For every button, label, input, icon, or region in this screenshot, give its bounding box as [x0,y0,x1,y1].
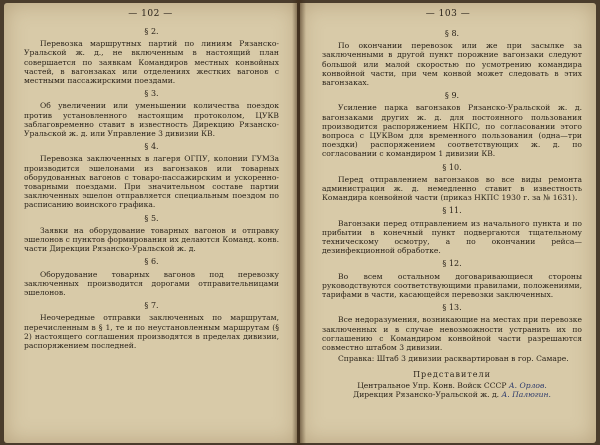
section-text: Неочередные отправки заключенных по маршрутам, перечисленным в § 1, те и по неустановленным маршрутам (§ 2) настоящего соглашения производятся в пределах дивизии, распоряжением последней. [24,313,279,351]
signature-name: А. Орлов. [508,380,547,390]
section-heading: § 4. [144,142,159,152]
signature-line [322,381,582,390]
section-text: Оборудование товарных вагонов под перевозку заключенных производится дорогами отправительницами эшелонов. [24,269,279,298]
signature-org: Дирекция Рязанско-Уральской ж. д. [353,389,500,399]
signature-name: А. Палюгин. [501,389,551,399]
section-heading: § 5. [144,213,159,223]
section-heading: § 2. [144,27,159,36]
left-page [4,3,297,443]
section-heading: § 3. [144,89,159,99]
signature-line [322,390,582,399]
section-heading: § 13. [442,303,462,313]
signature-org: Центральное Упр. Конв. Войск СССР [357,380,507,390]
section-text: Во всем остальном договаривающиеся стороны руководствуются соответствующими правилами, положениями, тарифами в части, касающейся перевозки заключенных. [322,271,582,300]
section-text: По окончании перевозок или же при засылке за заключенными в другой пункт порожние вагонзаки следуют большой или малой скоростью по усмотрению командира конвойной части, при чем конвой может следовать в этих вагонзаках. [322,41,582,88]
right-page-content [322,25,582,399]
reference-note: Справка: Штаб 3 дивизии расквартирован в гор. Самаре. [338,354,569,364]
section-heading: § 11. [442,206,462,216]
section-text: Заявки на оборудование товарных вагонов и отправку эшелонов с пунктов формирования их делаются Команд. конв. части Дирекции Рязанско-Уральской ж. д. [24,225,279,254]
section-text: Перевозка маршрутных партий по линиям Рязанско-Уральской ж. д., не включенным в настоящий план совершается по заявкам Командиров местных конвойных частей, в вагонзаках или отделениях жестких вагонов с местными пассажирскими поездами. [24,39,279,86]
section-heading: § 6. [144,257,159,267]
section-text: Усиление парка вагонзаков Рязанско-Уральской ж. д. вагонзаками других ж. д. для постоянного пользования производится распоряжением НКПС, по согласовании этого вопроса с ЦУКВом для временного пользования (одна—три поездки) распоряжением соответствующих ж. д. по согласовании с командиром 1 дивизии КВ. [322,103,582,159]
section-heading: § 7. [144,301,159,311]
section-text: Все недоразумения, возникающие на местах при перевозке заключенных и в случае невозможности устранить их по соглашению с Командиром конвойной части разрешаются совместно штабом 3 дивизии. [322,315,582,353]
page-number-left: — 102 — [128,9,173,19]
section-heading: § 12. [442,259,462,269]
section-text: Об увеличении или уменьшении количества поездок против установленного настоящим протоколом, ЦУКВ заблаговременно ставит в известность Дирекцию Рязанско-Уральской ж. д. или Управление 3 дивизии КВ. [24,101,279,139]
section-text: Вагонзаки перед отправлением из начального пункта и по прибытии в конечный пункт подвергаются тщательному техническому осмотру, а по окончании рейса—дезинфекционной обработке. [322,218,582,256]
section-heading: § 9. [444,91,460,101]
section-text: Перед отправлением вагонзаков во все виды ремонта администрация ж. д. немедленно ставит в известность Командира конвойной части (приказ НКПС 1930 г. за № 1631). [322,174,582,203]
page-number-right: — 103 — [425,9,471,19]
section-heading: § 8. [444,29,460,38]
section-text: Перевозка заключенных в лагеря ОГПУ, колонии ГУМЗа производится эшелонами из вагонзаков или товарных оборудованных вагонов с товаро-пассажирским и ускоренно-товарными поездами. При значительном составе партии заключенных эшелон отправляется специальным поездом по расписанию воинского графика. [24,154,279,210]
right-page [300,3,596,443]
left-page-content [24,23,279,352]
representatives-title: Представители [413,369,491,379]
section-heading: § 10. [442,162,462,172]
